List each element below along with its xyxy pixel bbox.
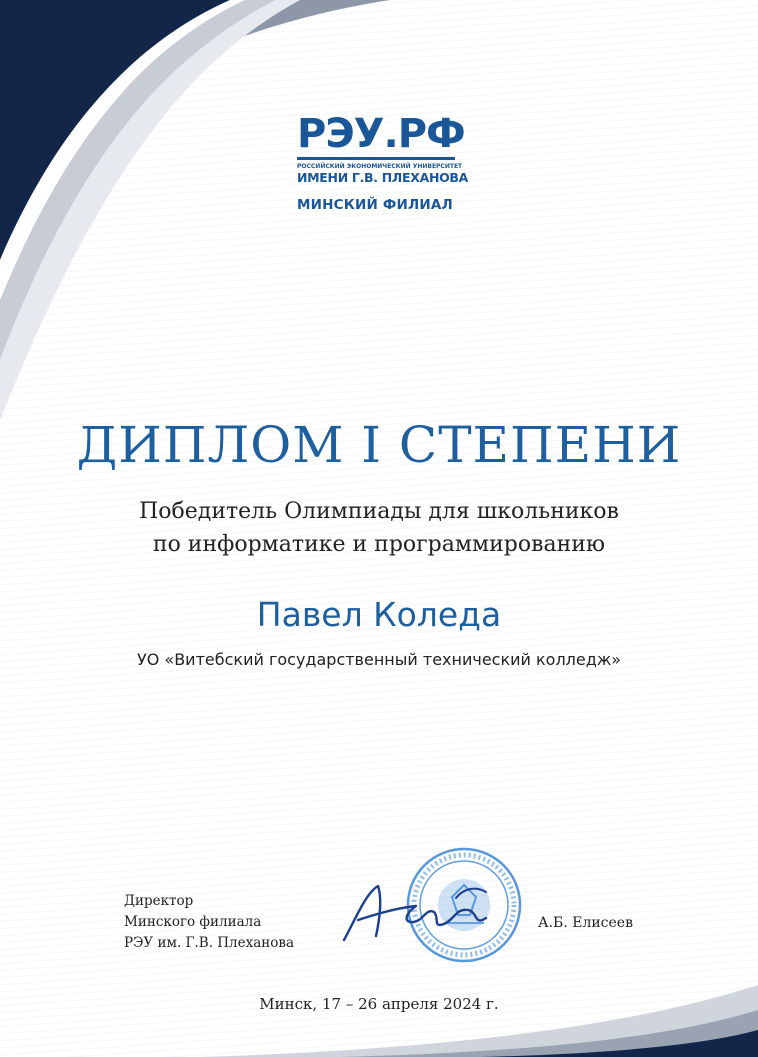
recipient-name: Павел Коледа	[256, 595, 502, 634]
director-branch: Минского филиала	[124, 914, 262, 930]
logo-university-line: РОССИЙСКИЙ ЭКОНОМИЧЕСКИЙ УНИВЕРСИТЕТ	[297, 163, 463, 170]
subtitle-line-1: Победитель Олимпиады для школьников	[139, 499, 619, 524]
diploma-subtitle	[0, 495, 758, 561]
director-university: РЭУ им. Г.В. Плеханова	[124, 935, 295, 951]
diploma-title: ДИПЛОМ I СТЕПЕНИ	[76, 416, 682, 474]
university-logo	[297, 111, 469, 213]
logo-wordmark: РЭУ.РФ	[297, 111, 465, 157]
logo-underline	[297, 157, 455, 160]
logo-plekhanov-line: ИМЕНИ Г.В. ПЛЕХАНОВА	[297, 170, 469, 185]
director-position: Директор	[124, 893, 194, 909]
recipient-institution: УО «Витебский государственный технический колледж»	[136, 650, 622, 669]
director-block	[124, 891, 294, 954]
subtitle-line-2: по информатике и программированию	[152, 532, 606, 557]
director-signature	[336, 878, 496, 948]
place-and-date: Минск, 17 – 26 апреля 2024 г.	[259, 995, 499, 1013]
signer-name: А.Б. Елисеев	[538, 915, 633, 931]
logo-branch: МИНСКИЙ ФИЛИАЛ	[297, 197, 453, 213]
